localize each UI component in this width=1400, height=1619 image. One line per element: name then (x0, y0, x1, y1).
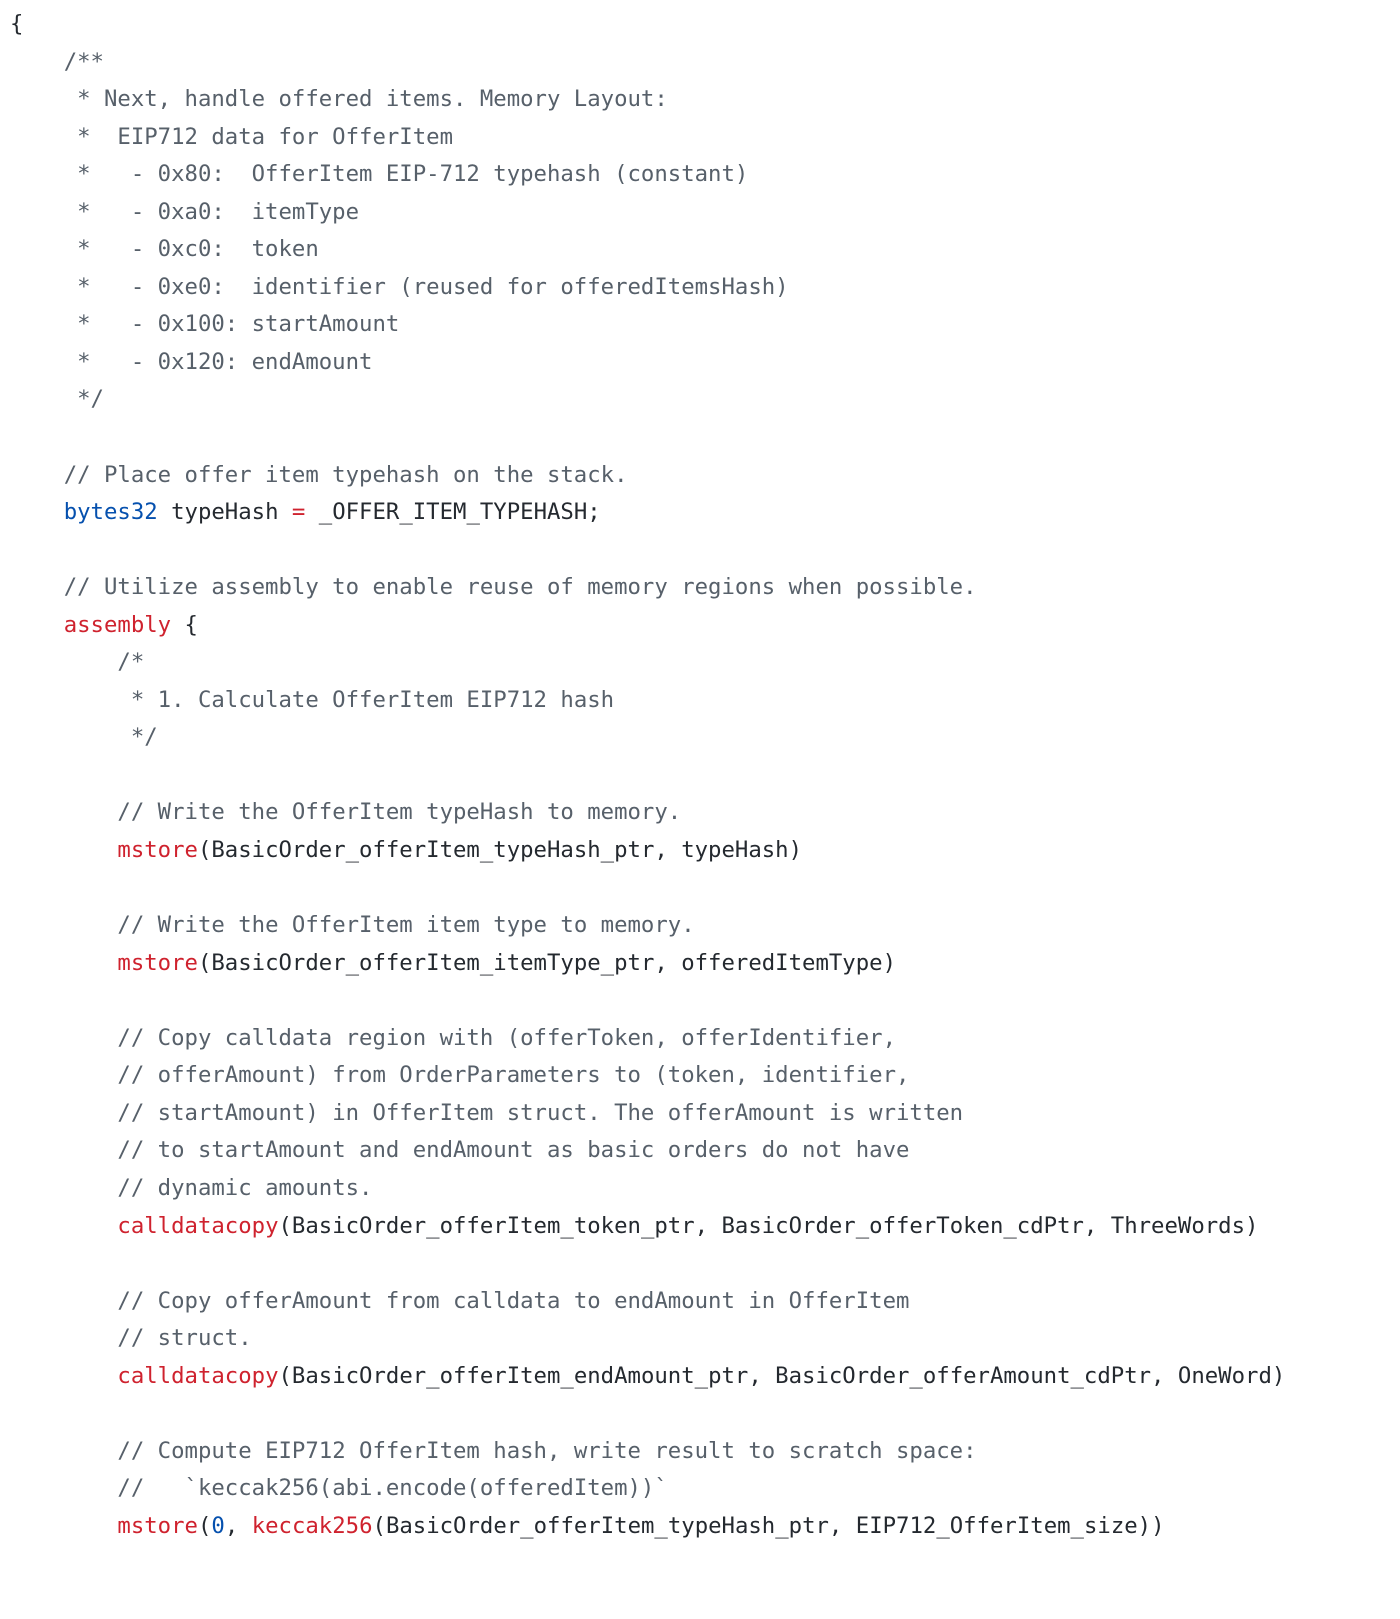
code-text (10, 499, 64, 525)
code-text (10, 86, 77, 112)
code-line (10, 381, 1285, 419)
code-line (10, 532, 1285, 570)
code-comment: * - 0x100: startAmount (77, 311, 400, 338)
code-text (10, 349, 77, 375)
code-line (10, 457, 1285, 495)
code-comment: * - 0xa0: itemType (77, 198, 360, 225)
code-text: { (171, 611, 198, 638)
code-line (10, 44, 1285, 82)
code-text (10, 837, 117, 863)
code-text: { (10, 11, 24, 37)
code-text (10, 199, 77, 225)
code-text (10, 687, 131, 713)
code-type-keyword: bytes32 (63, 499, 158, 526)
code-comment: // `keccak256(abi.encode(offeredItem))` (117, 1475, 668, 1502)
code-line (10, 1508, 1285, 1546)
code-text: (BasicOrder_offerItem_typeHash_ptr, EIP712_OfferItem_size)) (372, 1512, 1165, 1539)
code-text (10, 1062, 117, 1088)
code-line (10, 231, 1285, 269)
code-text (10, 1213, 117, 1239)
code-line (10, 682, 1285, 720)
code-comment: // offerAmount) from OrderParameters to (token, identifier, (117, 1062, 910, 1089)
code-text: _OFFER_ITEM_TYPEHASH; (305, 499, 601, 526)
code-number: 0 (211, 1512, 225, 1539)
code-view (10, 6, 1285, 1545)
code-function-name: calldatacopy (117, 1212, 279, 1239)
code-comment: // Compute EIP712 OfferItem hash, write result to scratch space: (117, 1437, 977, 1464)
code-comment: // Utilize assembly to enable reuse of memory regions when possible. (63, 574, 977, 601)
code-line (10, 1057, 1285, 1095)
code-line (10, 945, 1285, 983)
code-line (10, 1208, 1285, 1246)
code-comment: * - 0x80: OfferItem EIP-712 typehash (constant) (77, 161, 749, 188)
code-line (10, 1395, 1285, 1433)
code-text (10, 161, 77, 187)
code-keyword: assembly (63, 611, 172, 638)
code-text (10, 462, 64, 488)
code-line (10, 1470, 1285, 1508)
code-comment: // dynamic amounts. (117, 1174, 373, 1201)
code-line (10, 1433, 1285, 1471)
code-text (10, 1100, 117, 1126)
code-comment: */ (77, 386, 104, 413)
code-line (10, 344, 1285, 382)
code-text (10, 124, 77, 150)
code-text (10, 799, 117, 825)
code-text: (BasicOrder_offerItem_endAmount_ptr, BasicOrder_offerAmount_cdPtr, OneWord) (278, 1362, 1286, 1389)
code-text (10, 1175, 117, 1201)
code-line (10, 907, 1285, 945)
code-line (10, 870, 1285, 908)
code-line (10, 156, 1285, 194)
code-operator: = (291, 499, 306, 526)
code-line (10, 607, 1285, 645)
code-comment: */ (130, 724, 158, 751)
code-line (10, 306, 1285, 344)
code-text (10, 1513, 117, 1539)
code-text: (BasicOrder_offerItem_token_ptr, BasicOrder_offerToken_cdPtr, ThreeWords) (278, 1212, 1259, 1239)
code-line (10, 1132, 1285, 1170)
code-comment: // Write the OfferItem item type to memory. (117, 912, 695, 939)
code-line (10, 569, 1285, 607)
code-comment: * - 0xc0: token (77, 236, 319, 263)
code-comment: // Write the OfferItem typeHash to memory. (117, 799, 682, 826)
code-line (10, 719, 1285, 757)
code-line (10, 81, 1285, 119)
code-line (10, 269, 1285, 307)
code-function-name: mstore (117, 949, 198, 976)
code-text: (BasicOrder_offerItem_typeHash_ptr, typeHash) (197, 837, 803, 864)
code-text (10, 236, 77, 262)
code-comment: * - 0xe0: identifier (reused for offeredItemsHash) (77, 273, 789, 300)
code-text (10, 649, 117, 675)
code-line (10, 794, 1285, 832)
code-function-name: mstore (117, 837, 198, 864)
code-comment: /** (63, 48, 104, 75)
code-line (10, 119, 1285, 157)
code-text (10, 1438, 117, 1464)
code-text (10, 311, 77, 337)
code-line (10, 1245, 1285, 1283)
code-line (10, 982, 1285, 1020)
code-comment: * 1. Calculate OfferItem EIP712 hash (130, 686, 615, 713)
code-text (10, 1288, 117, 1314)
code-line (10, 6, 1285, 44)
code-text (10, 386, 77, 412)
code-text (10, 574, 64, 600)
code-function-name: mstore (117, 1512, 198, 1539)
code-line (10, 1320, 1285, 1358)
code-line (10, 494, 1285, 532)
code-text (10, 724, 131, 750)
code-line (10, 644, 1285, 682)
code-line (10, 757, 1285, 795)
code-line (10, 419, 1285, 457)
code-text (10, 1137, 117, 1163)
code-text: , (224, 1512, 252, 1539)
code-text (10, 1363, 117, 1389)
code-text (10, 950, 117, 976)
code-text (10, 49, 64, 75)
code-text: ( (197, 1512, 212, 1539)
code-line (10, 1283, 1285, 1321)
code-line (10, 1170, 1285, 1208)
code-text (10, 1475, 117, 1501)
code-comment: // Copy calldata region with (offerToken, offerIdentifier, (117, 1024, 896, 1051)
code-text: typeHash (157, 499, 292, 526)
code-comment: * Next, handle offered items. Memory Layout: (77, 86, 668, 113)
code-comment: // Place offer item typehash on the stack. (63, 461, 628, 488)
code-comment: // struct. (117, 1325, 252, 1352)
code-line (10, 1358, 1285, 1396)
code-function-name: calldatacopy (117, 1362, 279, 1389)
code-text (10, 274, 77, 300)
code-text (10, 1325, 117, 1351)
code-text (10, 612, 64, 638)
code-text (10, 1025, 117, 1051)
code-function-name: keccak256 (251, 1512, 373, 1539)
code-comment: * - 0x120: endAmount (77, 348, 373, 375)
code-text (10, 912, 117, 938)
code-line (10, 1095, 1285, 1133)
code-comment: // startAmount) in OfferItem struct. The offerAmount is written (117, 1099, 964, 1126)
code-line (10, 1020, 1285, 1058)
code-comment: * EIP712 data for OfferItem (77, 123, 453, 150)
code-text: (BasicOrder_offerItem_itemType_ptr, offeredItemType) (197, 949, 896, 976)
code-line (10, 832, 1285, 870)
code-comment: /* (117, 649, 145, 676)
code-line (10, 194, 1285, 232)
code-comment: // to startAmount and endAmount as basic orders do not have (117, 1137, 910, 1164)
code-comment: // Copy offerAmount from calldata to endAmount in OfferItem (117, 1287, 910, 1314)
